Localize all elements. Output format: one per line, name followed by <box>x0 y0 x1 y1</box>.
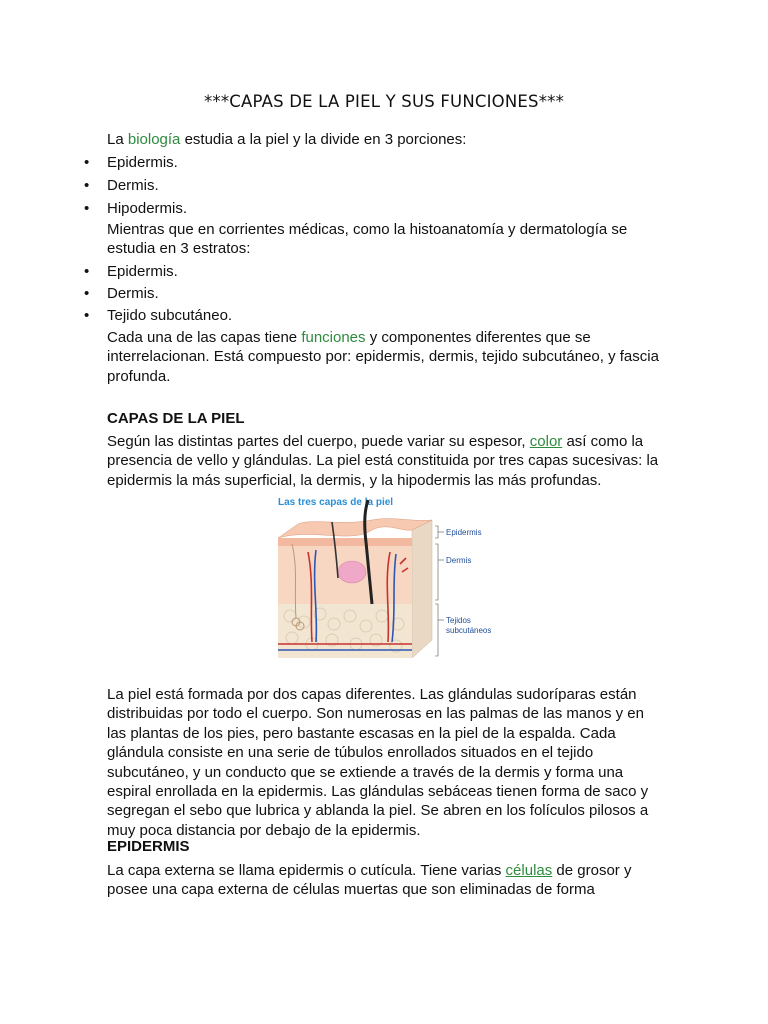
paragraph-estratos: Mientras que en corrientes médicas, como la histoanatomía y dermatología se estudia en 3 estratos: <box>107 221 628 258</box>
heading-capas: CAPAS DE LA PIEL <box>107 410 245 427</box>
bullet-icon: • <box>84 177 90 194</box>
paragraph-glandulas: La piel está formada por dos capas diferentes. Las glándulas sudoríparas están distribuidas por todo el cuerpo. Son numerosas en las palmas de las manos y en las plantas de los pies, pero bastante escasas en la piel de la espalda. Cada glándula consiste en una serie de túbulos enrollados situados en el tejido subcutáneo, y un conducto que se extiende a través de la dermis y forma una espiral enrollada en la epidermis. Las glándulas sebáceas tienen forma de saco y segregan el sebo que lubrica y ablanda la piel. Se abren en los folículos pilosos a muy poca distancia por debajo de la epidermis. <box>107 686 649 839</box>
bullet-icon: • <box>84 263 90 280</box>
bullet-icon: • <box>84 307 90 324</box>
color-link[interactable]: color <box>529 433 563 450</box>
heading-epidermis: EPIDERMIS <box>107 838 190 855</box>
bullet-icon: • <box>84 154 90 171</box>
paragraph-epidermis: La capa externa se llama epidermis o cutícula. Tiene varias células de grosor y posee una capa externa de células muertas que son eliminadas de forma <box>107 862 632 899</box>
funciones-link[interactable]: funciones <box>301 329 366 346</box>
paragraph-capas: Según las distintas partes del cuerpo, puede variar su espesor, color así como la presencia de vello y glándulas. La piel está constituida por tres capas sucesivas: la epidermis la más superficial, la dermis, y la hipodermis las más profundas. <box>107 433 659 489</box>
biologia-link[interactable]: biología <box>127 131 181 148</box>
skin-layers-illustration <box>272 492 512 667</box>
bullet-icon: • <box>84 200 90 217</box>
intro-paragraph: La biología estudia a la piel y la divide en 3 porciones: <box>107 131 467 148</box>
label-dermis: Dermis <box>446 556 472 565</box>
document-title: ***CAPAS DE LA PIEL Y SUS FUNCIONES*** <box>203 92 565 111</box>
figure-title: Las tres capas de la piel <box>278 497 394 508</box>
label-subcutaneos: subcutáneos <box>446 626 492 635</box>
paragraph-funciones: Cada una de las capas tiene funciones y componentes diferentes que se interrelacionan. Está compuesto por: epidermis, dermis, tejido subcutáneo, y fascia profunda. <box>107 329 659 385</box>
celulas-link[interactable]: células <box>505 862 553 879</box>
label-tejidos: Tejidos <box>446 616 471 625</box>
skin-layers-figure <box>272 492 512 667</box>
bullet-icon: • <box>84 285 90 302</box>
label-epidermis: Epidermis <box>446 528 482 537</box>
